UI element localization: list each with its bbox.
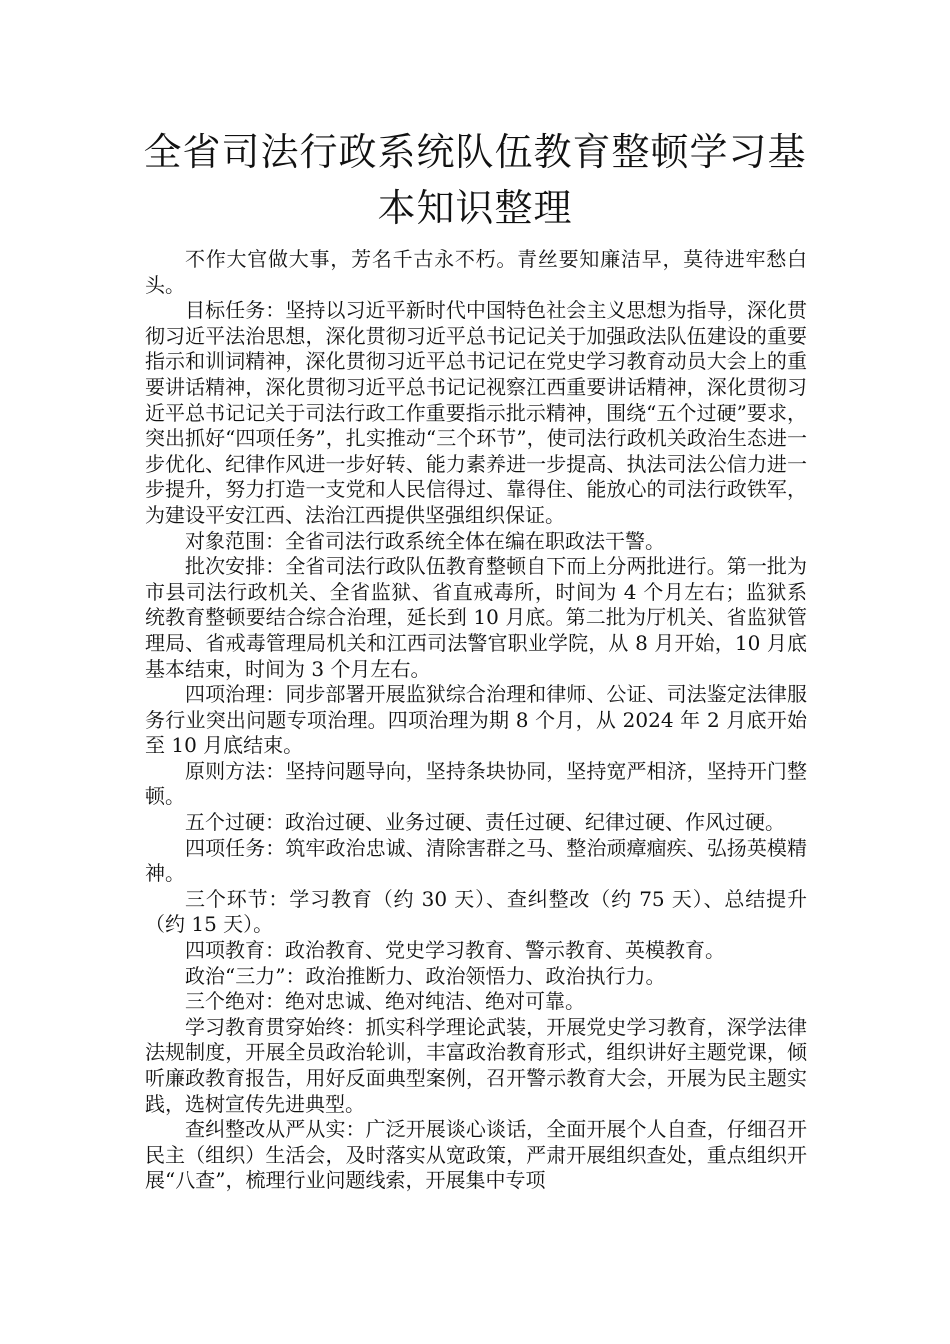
document-body — [145, 247, 807, 1194]
paragraph-three-stages: 三个环节：学习教育（约 30 天）、查纠整改（约 75 天）、总结提升（约 15 天）。 — [145, 886, 807, 937]
paragraph-scope: 对象范围：全省司法行政系统全体在编在职政法干警。 — [185, 528, 665, 553]
paragraph-four-governance: 四项治理：同步部署开展监狱综合治理和律师、公证、司法鉴定法律服务行业突出问题专项治理。四项治理为期 8 个月，从 2024 年 2 月底开始至 10 月底结束。 — [145, 682, 807, 758]
paragraph-four-educations: 四项教育：政治教育、党史学习教育、警示教育、英模教育。 — [185, 938, 725, 963]
paragraph-rectification: 查纠整改从严从实：广泛开展谈心谈话，全面开展个人自查，仔细召开民主（组织）生活会，及时落实从宽政策，严肃开展组织查处，重点组织开展“八查”，梳理行业问题线索，开展集中专项 — [145, 1117, 807, 1193]
paragraph-political-abilities: 政治“三力”：政治推断力、政治领悟力、政治执行力。 — [185, 963, 666, 988]
paragraph-principles: 原则方法：坚持问题导向，坚持条块协同，坚持宽严相济，坚持开门整顿。 — [145, 758, 807, 809]
paragraph-three-absolutes: 三个绝对：绝对忠诚、绝对纯洁、绝对可靠。 — [185, 989, 585, 1014]
paragraph-five-excellences: 五个过硬：政治过硬、业务过硬、责任过硬、纪律过硬、作风过硬。 — [185, 810, 785, 835]
paragraph-goal-tasks: 目标任务：坚持以习近平新时代中国特色社会主义思想为指导，深化贯彻习近平法治思想，深化贯彻习近平总书记记关于加强政法队伍建设的重要指示和训词精神，深化贯彻习近平总书记记在党史学习教育动员大会上的重要讲话精神，深化贯彻习近平总书记记视察江西重要讲话精神，深化贯彻习近平总书记记关于司法行政工作重要指示批示精神，围绕“五个过硬”要求，突出抓好“四项任务”，扎实推动“三个环节”，使司法行政机关政治生态进一步优化、纪律作风进一步好转、能力素养进一步提高、执法司法公信力进一步提升，努力打造一支党和人民信得过、靠得住、能放心的司法行政铁军，为建设平安江西、法治江西提供坚强组织保证。 — [145, 298, 807, 527]
document-title: 全省司法行政系统队伍教育整顿学习基本知识整理 — [143, 130, 807, 230]
paragraph-learning-education: 学习教育贯穿始终：抓实科学理论武装，开展党史学习教育，深学法律法规制度，开展全员政治轮训，丰富政治教育形式，组织讲好主题党课，倾听廉政教育报告，用好反面典型案例，召开警示教育大会，开展为民主题实践，选树宣传先进典型。 — [145, 1014, 807, 1116]
paragraph-intro-verse: 不作大官做大事，芳名千古永不朽。青丝要知廉洁早，莫待进牢愁白头。 — [145, 247, 807, 297]
paragraph-batch-arrangement: 批次安排：全省司法行政队伍教育整顿自下而上分两批进行。第一批为市县司法行政机关、全省监狱、省直戒毒所，时间为 4 个月左右；监狱系统教育整顿要结合综合治理，延长到 10 月底。第二批为厅机关、省监狱管理局、省戒毒管理局机关和江西司法警官职业学院，从 8 月开始，10 月底基本结束，时间为 3 个月左右。 — [145, 554, 807, 681]
paragraph-four-tasks: 四项任务：筑牢政治忠诚、清除害群之马、整治顽瘴痼疾、弘扬英模精神。 — [145, 835, 807, 886]
